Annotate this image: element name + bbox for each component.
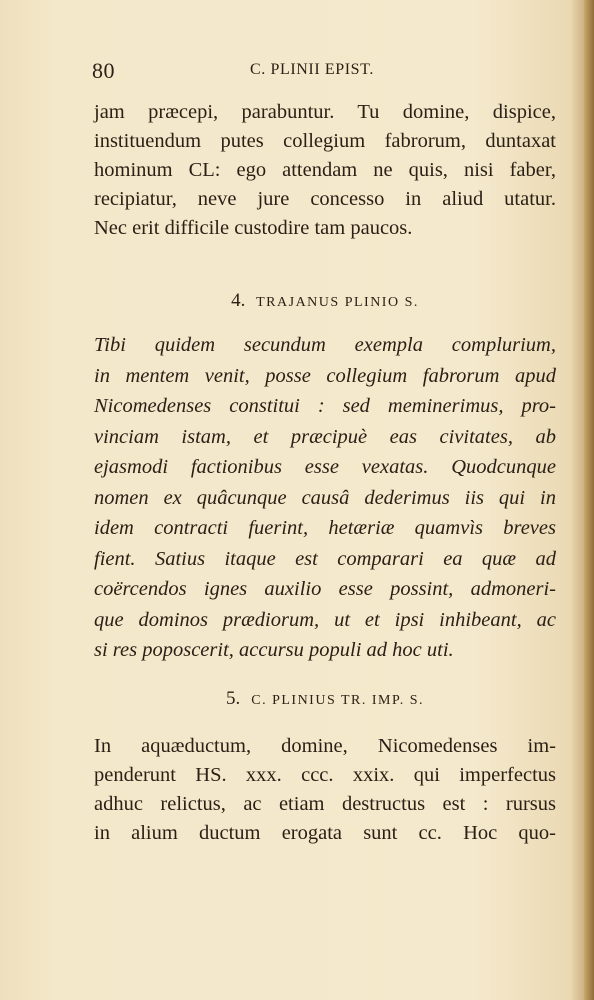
italic-letter-body <box>94 330 556 666</box>
page-header <box>92 58 556 88</box>
letter-title: TRAJANUS PLINIO S. <box>256 295 419 310</box>
text-line: Tibi quidem secundum exempla complurium, <box>94 334 556 356</box>
text-line: in alium ductum erogata sunt cc. Hoc quo- <box>94 822 556 844</box>
text-line: que dominos prædiorum, ut et ipsi inhibeant, ac <box>94 608 556 631</box>
text-line: fient. Satius itaque est comparari ea quæ ad <box>94 547 556 570</box>
text-line: in mentem venit, posse collegium fabrorum apud <box>94 364 556 387</box>
text-line: adhuc relictus, ac etiam destructus est : rursus <box>94 793 556 815</box>
text-line: recipiatur, neve jure concesso in aliud utatur. <box>94 188 556 210</box>
letter-number: 5. <box>225 688 241 709</box>
letter-body <box>94 732 556 848</box>
text-line: penderunt HS. xxx. ccc. xxix. qui imperfectus <box>94 764 556 786</box>
text-line: ejasmodi factionibus esse vexatas. Quodcunque <box>94 456 556 478</box>
text-line: In aquæductum, domine, Nicomedenses im- <box>94 735 556 757</box>
text-line: si res poposcerit, accursu populi ad hoc uti. <box>94 639 454 661</box>
text-line: coërcendos ignes auxilio esse possint, admoneri- <box>94 578 556 600</box>
page-edge <box>584 0 594 1000</box>
text-line: jam præcepi, parabuntur. Tu domine, dispice, <box>94 101 556 123</box>
letter-title: C. PLINIUS TR. IMP. S. <box>251 693 425 708</box>
text-line: instituendum putes collegium fabrorum, duntaxat <box>94 130 556 152</box>
running-head: C. PLINII EPIST. <box>250 61 374 78</box>
text-line: hominum CL: ego attendam ne quis, nisi faber, <box>94 159 556 181</box>
text-line: idem contracti fuerint, hetæriæ quamvìs breves <box>94 517 556 539</box>
text-line: vinciam istam, et præcipuè eas civitates, ab <box>94 425 556 448</box>
letter-ending-paragraph <box>94 98 556 243</box>
text-line: nomen ex quâcunque causâ dederimus iis qui in <box>94 486 556 509</box>
text-line: Nec erit difficile custodire tam paucos. <box>94 217 413 239</box>
letter-heading-5 <box>94 688 556 710</box>
page-number: 80 <box>92 58 115 83</box>
text-line: Nicomedenses constitui : sed meminerimus, pro- <box>94 395 556 417</box>
letter-number: 4. <box>231 290 246 311</box>
letter-heading-4 <box>94 290 556 312</box>
